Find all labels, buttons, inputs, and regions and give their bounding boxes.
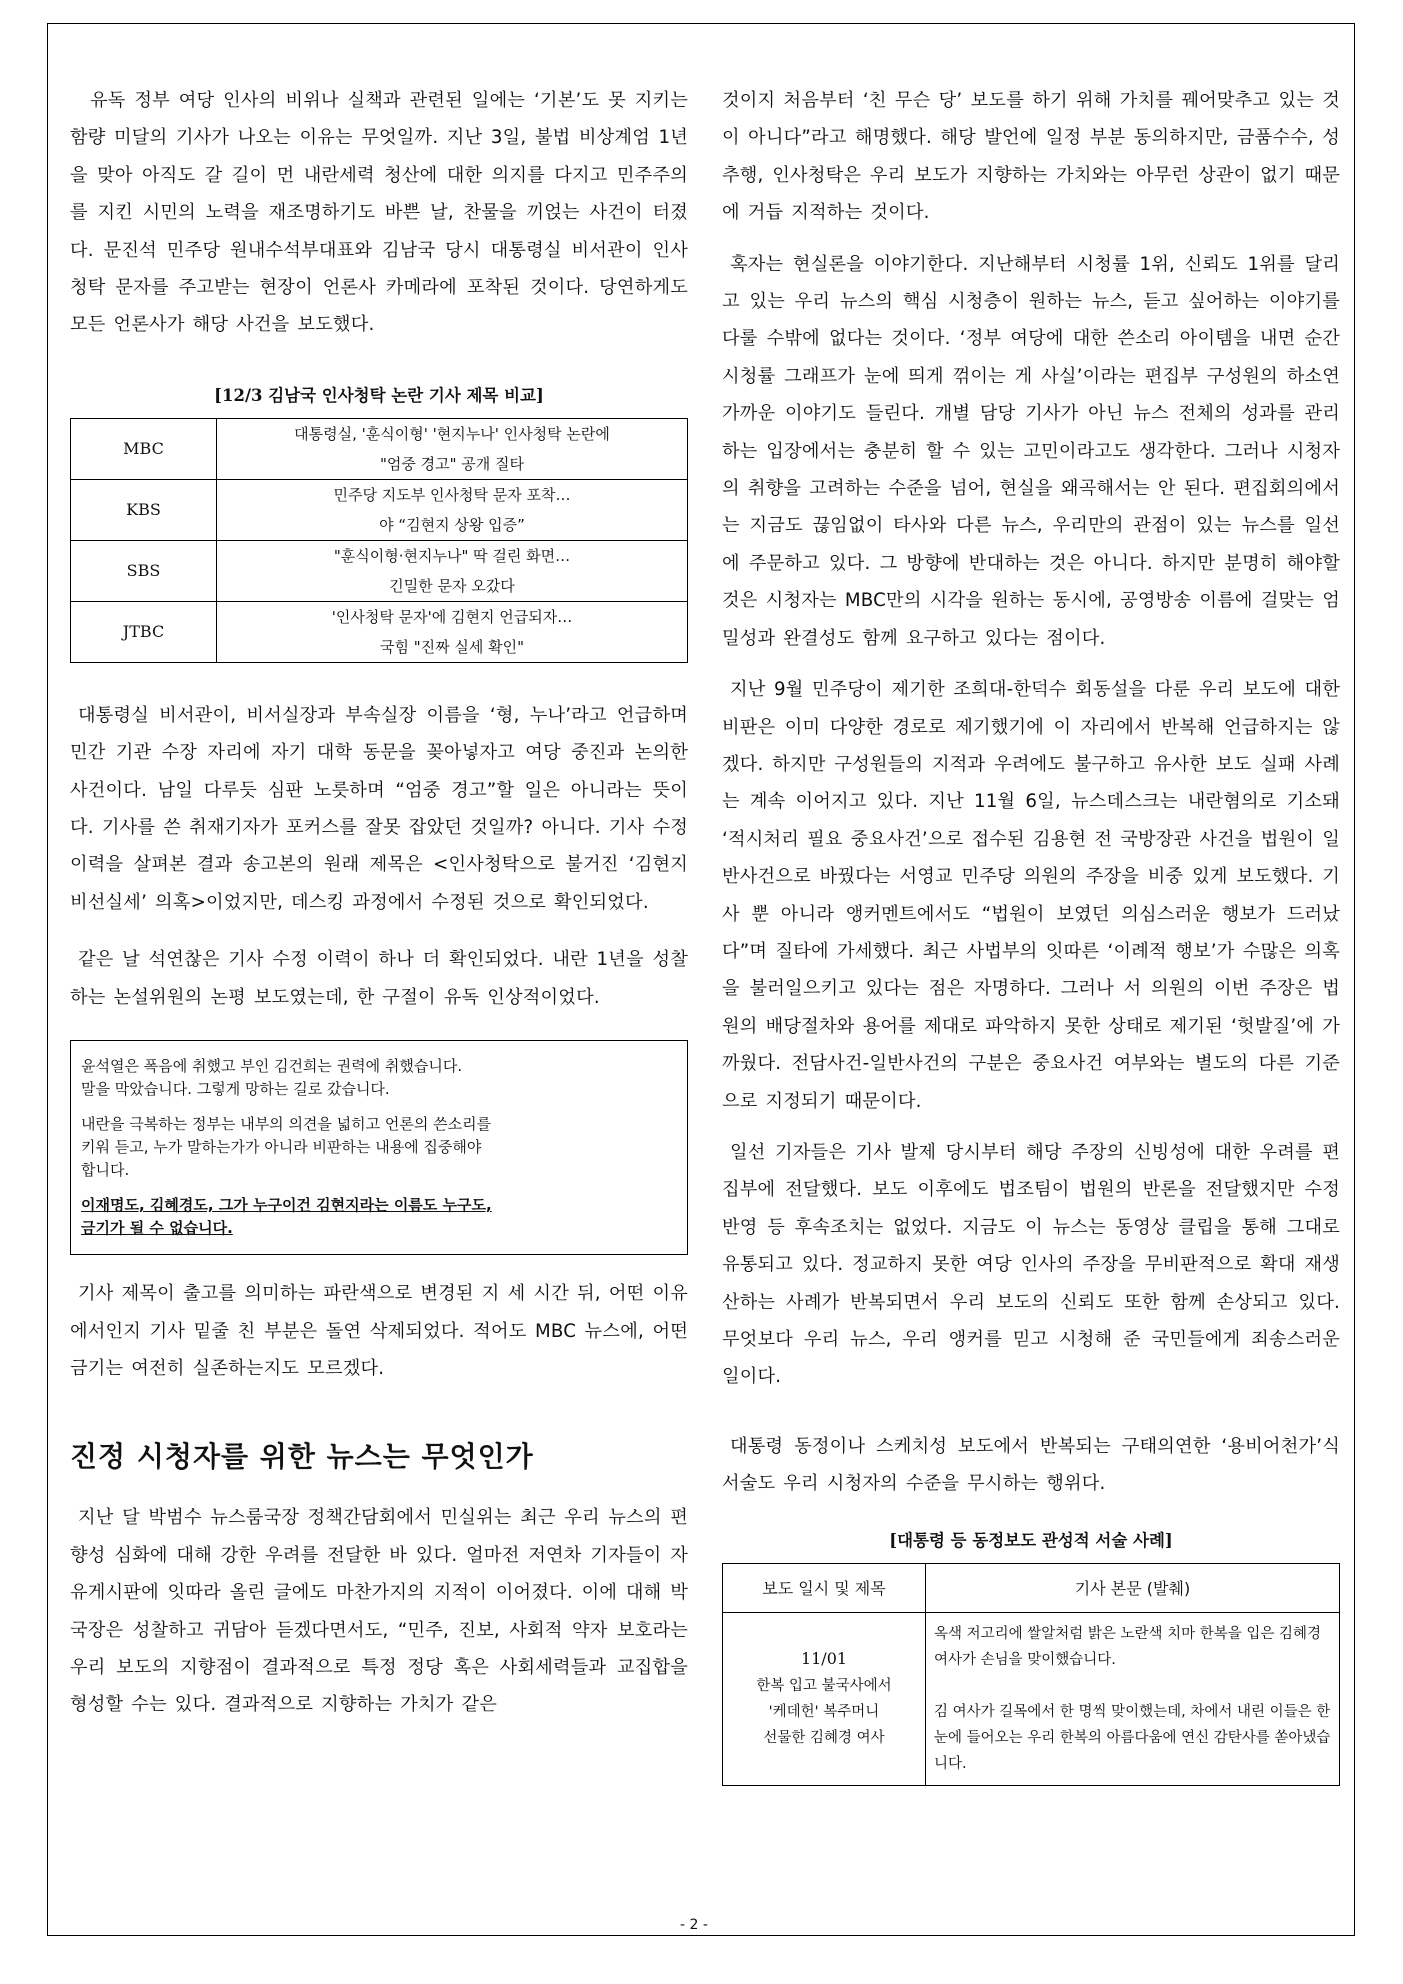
- outlet-name: KBS: [71, 479, 217, 540]
- left-column: [70, 82, 688, 1724]
- table-row: [723, 1612, 1340, 1785]
- report-date-title-cell: [723, 1612, 926, 1785]
- editorial-quote-box: [70, 1040, 688, 1255]
- headline-comparison-table: [70, 418, 688, 663]
- table-header-row: [723, 1563, 1340, 1612]
- quote-line: 합니다.: [81, 1161, 130, 1180]
- headline-cell: 대통령실, '훈식이형' '현지누나' 인사청탁 논란에 "엄중 경고" 공개 질타: [217, 418, 688, 479]
- report-date: 11/01: [800, 1649, 848, 1669]
- paragraph: 기사 제목이 출고를 의미하는 파란색으로 변경된 지 세 시간 뒤, 어떤 이유에서인지 기사 밑줄 친 부분은 돌연 삭제되었다. 적어도 MBC 뉴스에, 어떤 금기는 여전히 실존하는지도 모르겠다.: [70, 1283, 688, 1379]
- paragraph: 지난 달 박범수 뉴스룸국장 정책간담회에서 민실위는 최근 우리 뉴스의 편향성 심화에 대해 강한 우려를 전달한 바 있다. 얼마전 저연차 기자들이 자유게시판에 잇따라 올린 글에도 마찬가지의 지적이 이어졌다. 이에 대해 박 국장은 성찰하고 귀담아 듣겠다면서도, “민주, 진보, 사회적 약자 보호라는 우리 보도의 지향점이 결과적으로 특정 정당 혹은 사회세력들과 교집합을 형성할 수는 있다. 결과적으로 지향하는 가치가 같은: [70, 1507, 688, 1716]
- quote-line: 키워 듣고, 누가 말하는가가 아니라 비판하는 내용에 집중해야: [81, 1138, 482, 1157]
- paragraph: 것이지 처음부터 ‘친 무슨 당’ 보도를 하기 위해 가치를 꿰어맞추고 있는 것이 아니다”라고 해명했다. 해당 발언에 일정 부분 동의하지만, 금품수수, 성추행, 인사청탁은 우리 보도가 지향하는 가치와는 아무런 상관이 없기 때문에 거듭 지적하는 것이다.: [722, 90, 1340, 224]
- report-title-line: '케데헌' 복주머니: [768, 1704, 880, 1721]
- paragraph: 같은 날 석연찮은 기사 수정 이력이 하나 더 확인되었다. 내란 1년을 성찰하는 논설위원의 논평 보도였는데, 한 구절이 유독 인상적이었다.: [70, 949, 688, 1008]
- headline-cell: "훈식이형·현지누나" 딱 걸린 화면… 긴밀한 문자 오갔다: [217, 540, 688, 601]
- right-column: [722, 82, 1340, 1786]
- excerpt-paragraph: 옥색 저고리에 쌀알처럼 밝은 노란색 치마 한복을 입은 김혜경 여사가 손님을 맞이했습니다.: [934, 1625, 1322, 1668]
- sketch-report-example-table: [722, 1563, 1340, 1786]
- article-excerpt-cell: [926, 1612, 1340, 1785]
- paragraph: 대통령실 비서관이, 비서실장과 부속실장 이름을 ‘형, 누나’라고 언급하며 민간 기관 수장 자리에 자기 대학 동문을 꽂아넣자고 여당 중진과 논의한 사건이다. 남일 다루듯 심판 노릇하며 “엄중 경고”할 일은 아니라는 뜻이다. 기사를 쓴 취재기자가 포커스를 잘못 잡았던 것일까? 아니다. 기사 수정 이력을 살펴본 결과 송고본의 원래 제목은 <인사청탁으로 불거진 ‘김현지 비선실세’ 의혹>이었지만, 데스킹 과정에서 수정된 것으로 확인되었다.: [70, 704, 688, 913]
- paragraph: 혹자는 현실론을 이야기한다. 지난해부터 시청률 1위, 신뢰도 1위를 달리고 있는 우리 뉴스의 핵심 시청층이 원하는 뉴스, 듣고 싶어하는 이야기를 다룰 수밖에 없다는 것이다. ‘정부 여당에 대한 쓴소리 아이템을 내면 순간 시청률 그래프가 눈에 띄게 꺾이는 게 사실’이라는 편집부 구성원의 하소연 가까운 이야기도 들린다. 개별 담당 기사가 아닌 뉴스 전체의 성과를 관리하는 입장에서는 충분히 할 수 있는 고민이라고도 생각한다. 그러나 시청자의 취향을 고려하는 수준을 넘어, 현실을 왜곡해서는 안 된다. 편집회의에서는 지금도 끊임없이 타사와 다른 뉴스, 우리만의 관점이 있는 뉴스를 일선에 주문하고 있다. 그 방향에 반대하는 것은 아니다. 하지만 분명히 해야할 것은 시청자는 MBC만의 시각을 원하는 동시에, 공영방송 이름에 걸맞는 엄밀성과 완결성도 함께 요구하고 있다는 점이다.: [722, 253, 1340, 649]
- table-row: [71, 601, 688, 662]
- paragraph: 일선 기자들은 기사 발제 당시부터 해당 주장의 신빙성에 대한 우려를 편집부에 전달했다. 보도 이후에도 법조팀이 법원의 반론을 전달했지만 수정 반영 등 후속조치는 없었다. 지금도 이 뉴스는 동영상 클립을 통해 그대로 유통되고 있다. 정교하지 못한 여당 인사의 주장을 무비판적으로 확대 재생산하는 사례가 반복되면서 우리 보도의 신뢰도 또한 함께 손상되고 있다. 무엇보다 우리 뉴스, 우리 앵커를 믿고 시청해 준 국민들에게 죄송스러운 일이다.: [722, 1141, 1340, 1388]
- headline-cell: 민주당 지도부 인사청탁 문자 포착… 야 “김현지 상왕 입증”: [217, 479, 688, 540]
- quote-line: 내란을 극복하는 정부는 내부의 의견을 넓히고 언론의 쓴소리를: [81, 1115, 492, 1134]
- outlet-name: JTBC: [71, 601, 217, 662]
- quote-line: 윤석열은 폭음에 취했고 부인 김건희는 권력에 취했습니다.: [81, 1057, 463, 1076]
- table-row: [71, 418, 688, 479]
- outlet-name: SBS: [71, 540, 217, 601]
- column-header: 기사 본문 (발췌): [926, 1563, 1340, 1612]
- report-title-line: 선물한 김혜경 여사: [763, 1730, 885, 1747]
- table-row: [71, 540, 688, 601]
- paragraph: 지난 9월 민주당이 제기한 조희대-한덕수 회동설을 다룬 우리 보도에 대한 비판은 이미 다양한 경로로 제기했기에 이 자리에서 반복해 언급하지는 않겠다. 하지만 구성원들의 지적과 우려에도 불구하고 유사한 보도 실패 사례는 계속 이어지고 있다. 지난 11월 6일, 뉴스데스크는 내란혐의로 기소돼 ‘적시처리 필요 중요사건’으로 접수된 김용현 전 국방장관 사건을 법원이 일반사건으로 바꿨다는 서영교 민주당 의원의 주장을 비중 있게 보도했다. 기사 뿐 아니라 앵커멘트에서도 “법원이 보였던 의심스러운 행보가 드러났다”며 질타에 가세했다. 최근 사법부의 잇따른 ‘이례적 행보’가 수많은 의혹을 불러일으키고 있다는 점은 자명하다. 그러나 서 의원의 이번 주장은 법원의 배당절차와 용어를 제대로 파악하지 못한 상태로 제기된 ‘헛발질’에 가까웠다. 전담사건-일반사건의 구분은 중요사건 여부와는 별도의 다른 기준으로 지정되기 때문이다.: [722, 679, 1340, 1112]
- deleted-underlined-quote: 이재명도, 김혜경도, 그가 누구이건 김현지라는 이름도 누구도,: [81, 1196, 492, 1215]
- section-title: 진정 시청자를 위한 뉴스는 무엇인가: [70, 1440, 534, 1474]
- column-header: 보도 일시 및 제목: [723, 1563, 926, 1612]
- headline-cell: '인사청탁 문자'에 김현지 언급되자… 국힘 "진짜 실세 확인": [217, 601, 688, 662]
- deleted-underlined-quote: 금기가 될 수 없습니다.: [81, 1219, 233, 1238]
- paragraph: 유독 정부 여당 인사의 비위나 실책과 관련된 일에는 ‘기본’도 못 지키는 함량 미달의 기사가 나오는 이유는 무엇일까. 지난 3일, 불법 비상계엄 1년을 맞아 아직도 갈 길이 먼 내란세력 청산에 대한 의지를 다지고 민주주의를 지킨 시민의 노력을 재조명하기도 바쁜 날, 찬물을 끼얹는 사건이 터졌다. 문진석 민주당 원내수석부대표와 김남국 당시 대통령실 비서관이 인사청탁 문자를 주고받는 현장이 언론사 카메라에 포착된 것이다. 당연하게도 모든 언론사가 해당 사건을 보도했다.: [70, 90, 688, 336]
- excerpt-paragraph: 김 여사가 길목에서 한 명씩 맞이했는데, 차에서 내린 이들은 한눈에 들어오는 우리 한복의 아름다움에 연신 감탄사를 쏟아냈습니다.: [934, 1703, 1331, 1772]
- paragraph: 대통령 동정이나 스케치성 보도에서 반복되는 구태의연한 ‘용비어천가’식 서술도 우리 시청자의 수준을 무시하는 행위다.: [722, 1435, 1340, 1495]
- comparison-table-caption: [12/3 김남국 인사청탁 논란 기사 제목 비교]: [214, 385, 544, 405]
- outlet-name: MBC: [71, 418, 217, 479]
- quote-line: 말을 막았습니다. 그렇게 망하는 길로 갔습니다.: [81, 1080, 390, 1099]
- table-row: [71, 479, 688, 540]
- page-number: - 2 -: [680, 1917, 708, 1933]
- example-table-caption: [대통령 등 동정보도 관성적 서술 사례]: [889, 1530, 1173, 1550]
- report-title-line: 한복 입고 불국사에서: [756, 1678, 892, 1695]
